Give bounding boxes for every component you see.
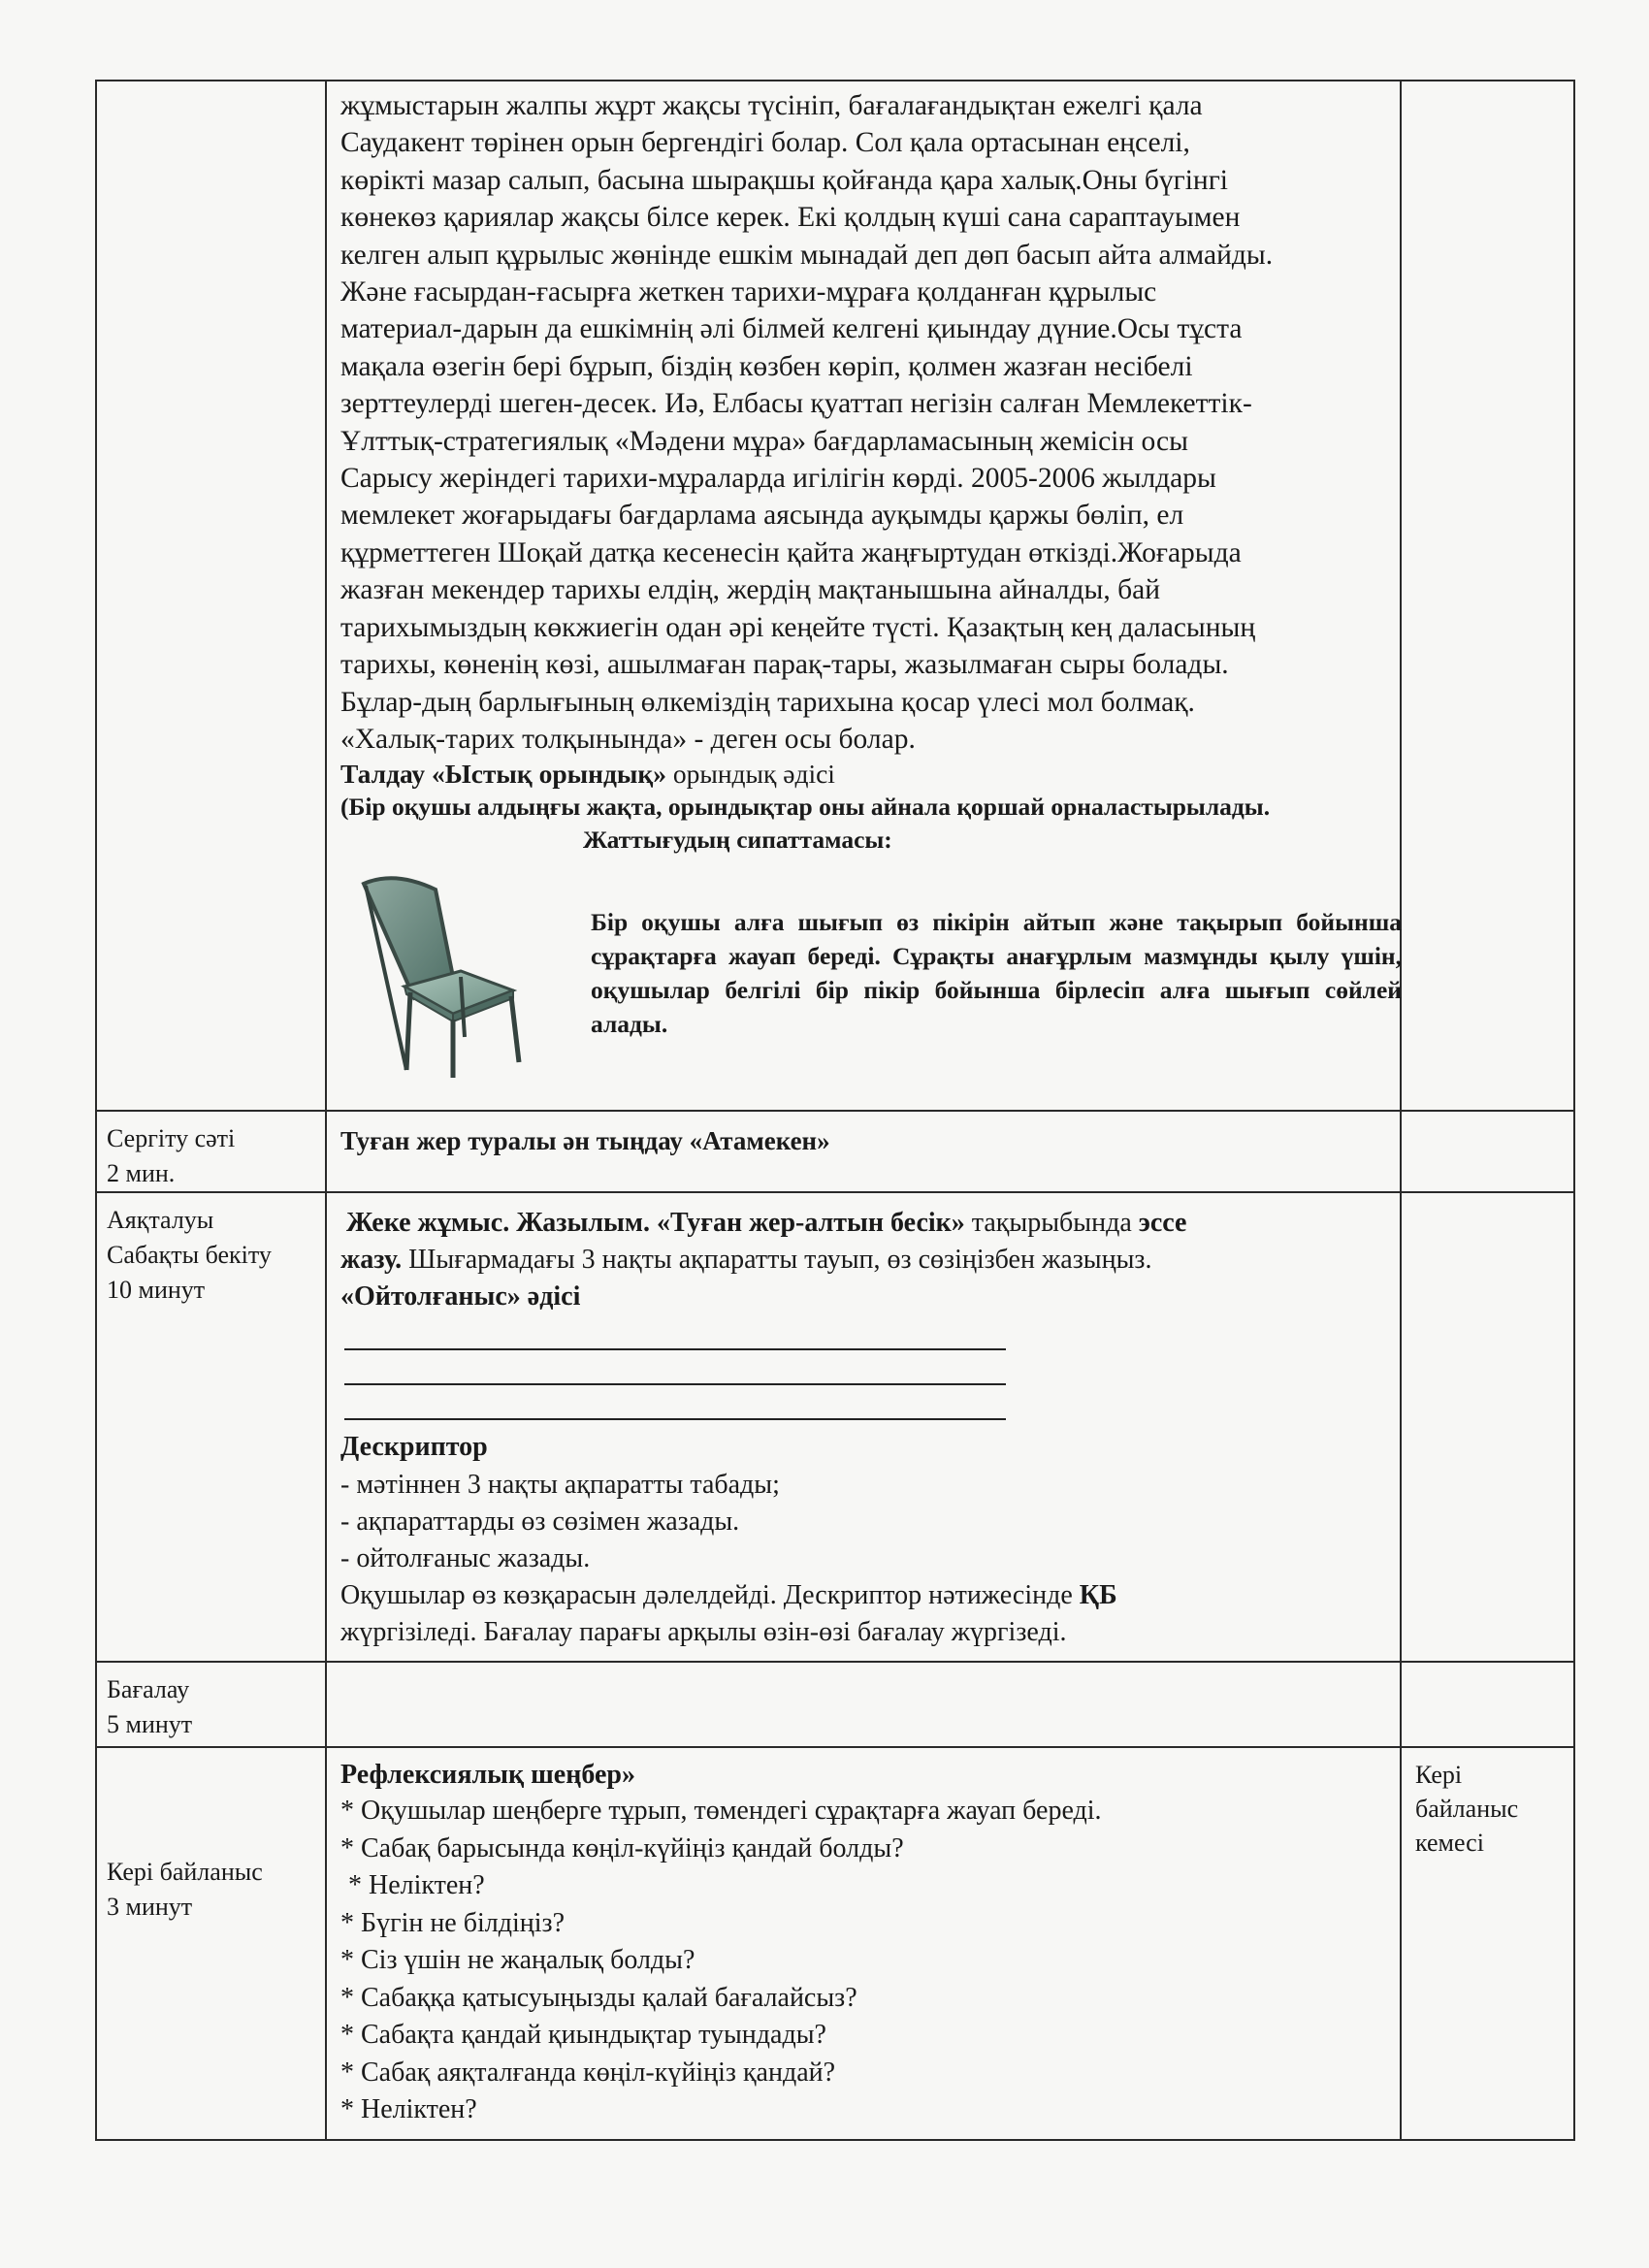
task-essay-bold: эссе bbox=[1138, 1208, 1187, 1238]
ayaktaluy-sublabel: Сабақты бекіту bbox=[107, 1241, 272, 1269]
closing-line-2: жүргізіледі. Бағалау парағы арқылы өзін-өзі бағалау жүргізеді. bbox=[340, 1617, 1067, 1647]
descriptor-item: - ойтолғаныс жазады. bbox=[340, 1543, 591, 1573]
table-row-ayaktaluy bbox=[96, 1192, 1574, 1662]
resource-label: байланыс bbox=[1415, 1795, 1519, 1823]
reflection-question: * Сабақ аяқталғанда көңіл-күйіңіз қандай? bbox=[340, 2057, 836, 2088]
bagalau-label: Бағалау bbox=[107, 1675, 190, 1703]
task-instruction: Шығармадағы 3 нақты ақпаратты тауып, өз сөзіңізбен жазыңыз. bbox=[402, 1245, 1152, 1275]
story-line: материал-дарын да ешкімнің әлі білмей келгені қиындау дүние.Осы тұста bbox=[340, 313, 1243, 345]
feedback-content-cell bbox=[326, 1747, 1401, 2140]
answer-line bbox=[344, 1315, 1006, 1350]
story-line: жазған мекендер тарихы елдің, жердің мақтанышына айналды, бай bbox=[340, 574, 1160, 606]
story-line: жұмыстарын жалпы жұрт жақсы түсініп, бағалағандықтан ежелгі қала bbox=[340, 90, 1203, 121]
right-cell-empty bbox=[1401, 1192, 1574, 1662]
method-title-bold: Талдау «Ыстық орындық» bbox=[340, 759, 666, 790]
descriptor-item: - мәтіннен 3 нақты ақпаратты табады; bbox=[340, 1470, 780, 1500]
task-line-2 bbox=[340, 1242, 1392, 1279]
method-instruction: (Бір оқушы алдыңғы жақта, орындықтар оны айнала қоршай орналастырылады. bbox=[340, 793, 1271, 822]
reflection-question: * Сабақ барысында көңіл-күйіңіз қандай болды? bbox=[340, 1832, 904, 1863]
feedback-duration: 3 минут bbox=[107, 1893, 193, 1922]
method-title-rest: орындық әдісі bbox=[665, 759, 835, 790]
method-description: Бір оқушы алға шығып өз пікірін айтып және тақырып бойынша сұрақтарға жауап береді. Сұрақты анағұрлым мазмұнды қылу үшін, оқушылар белгілі бір пікір бойынша бірлесіп алға шығып сөйлей алады. bbox=[591, 908, 1402, 1039]
bagalau-duration: 5 минут bbox=[107, 1710, 193, 1738]
story-line: көрікті мазар салып, басына шырақшы қойғанда қара халық.Оны бүгінгі bbox=[340, 164, 1229, 196]
sergitu-content-cell bbox=[326, 1111, 1401, 1192]
reflection-heading: Рефлексиялық шеңбер» bbox=[340, 1760, 635, 1790]
reflection-question: * Сіз үшін не жаңалық болды? bbox=[340, 1945, 695, 1975]
description-heading: Жаттығудың сипаттамасы: bbox=[583, 826, 892, 855]
story-text bbox=[340, 87, 1392, 758]
bagalau-content-cell bbox=[326, 1662, 1401, 1747]
story-line: мақала өзегін бері бұрып, біздің көзбен көріп, қолмен жазған несібелі bbox=[340, 350, 1193, 382]
story-line: «Халық-тарих толқынында» - деген осы болар. bbox=[340, 723, 916, 755]
ayaktaluy-label-cell bbox=[96, 1192, 326, 1662]
reflection-question: * Сабаққа қатысуыңызды қалай бағалайсыз? bbox=[340, 1982, 857, 2013]
feedback-label: Кері байланыс bbox=[107, 1858, 263, 1887]
reflection-question: * Бүгін не білдіңіз? bbox=[340, 1907, 566, 1938]
story-cell bbox=[326, 81, 1401, 1111]
story-line: Және ғасырдан-ғасырға жеткен тарихи-мұраға қолданған құрылыс bbox=[340, 276, 1157, 308]
right-cell-empty bbox=[1401, 1662, 1574, 1747]
answer-line bbox=[344, 1350, 1006, 1385]
ayaktaluy-content-cell bbox=[326, 1192, 1401, 1662]
table-row-bagalau bbox=[96, 1662, 1574, 1747]
table-row-sergitu bbox=[96, 1111, 1574, 1192]
feedback-label-cell bbox=[96, 1747, 326, 2140]
lesson-plan-table bbox=[95, 80, 1575, 2141]
descriptor-item: - ақпараттарды өз сөзімен жазады. bbox=[340, 1507, 740, 1537]
task-line bbox=[346, 1205, 1392, 1242]
story-line: Ұлттық-стратегиялық «Мәдени мұра» бағдарламасының жемісін осы bbox=[340, 425, 1188, 457]
sergitu-duration: 2 мин. bbox=[107, 1159, 176, 1187]
closing-line bbox=[340, 1577, 1392, 1614]
story-line: тарихымыздың көкжиегін одан әрі кеңейте түсті. Қазақтың кең даласының bbox=[340, 611, 1256, 643]
method-title bbox=[340, 758, 1392, 791]
story-line: зерттеулерді шеген-десек. Иә, Елбасы қуаттап негізін салған Мемлекеттік- bbox=[340, 388, 1252, 420]
descriptor-title: Дескриптор bbox=[340, 1432, 488, 1462]
resource-label: Кері bbox=[1415, 1761, 1463, 1789]
reflection-question: * Оқушылар шеңберге тұрып, төмендегі сұрақтарға жауап береді. bbox=[340, 1796, 1102, 1826]
ayaktaluy-label: Аяқталуы bbox=[107, 1206, 214, 1234]
reflection-question: * Сабақта қандай қиындықтар туындады? bbox=[340, 2020, 826, 2050]
feedback-resource-cell bbox=[1401, 1747, 1574, 2140]
method-name: «Ойтолғаныс» әдісі bbox=[340, 1281, 581, 1312]
story-line: келген алып құрылыс жөнінде ешкім мынадай деп дөп басып айта алмайды. bbox=[340, 239, 1274, 271]
task-write-bold: жазу. bbox=[340, 1245, 403, 1275]
chair-image bbox=[346, 872, 550, 1081]
sergitu-label: Сергіту сәті bbox=[107, 1124, 236, 1152]
left-cell-empty bbox=[96, 81, 326, 1111]
story-line: көнекөз қариялар жақсы білсе керек. Екі қолдың күші сана сараптауымен bbox=[340, 202, 1241, 234]
right-cell-empty bbox=[1401, 1111, 1574, 1192]
closing-text: Оқушылар өз көзқарасын дәлелдейді. Дескриптор нәтижесінде bbox=[340, 1580, 1080, 1610]
task-title-bold: Жеке жұмыс. Жазылым. «Туған жер-алтын бесік» bbox=[346, 1208, 965, 1238]
table-row-feedback bbox=[96, 1747, 1574, 2140]
resource-label: кемесі bbox=[1415, 1829, 1484, 1857]
reflection-question: * Неліктен? bbox=[348, 1870, 485, 1900]
bagalau-label-cell bbox=[96, 1662, 326, 1747]
closing-bold: ҚБ bbox=[1079, 1580, 1117, 1610]
story-line: Сарысу жеріндегі тарихи-мұраларда игілігін көрді. 2005-2006 жылдары bbox=[340, 463, 1216, 495]
story-line: тарихы, көненің көзі, ашылмаған парақ-тары, жазылмаған сыры болады. bbox=[340, 649, 1229, 681]
ayaktaluy-duration: 10 минут bbox=[107, 1276, 206, 1304]
story-line: мемлекет жоғарыдағы бағдарлама аясында ауқымды қаржы бөліп, ел bbox=[340, 500, 1184, 532]
reflection-question: * Неліктен? bbox=[340, 2094, 477, 2124]
sergitu-label-cell bbox=[96, 1111, 326, 1192]
story-line: құрметтеген Шоқай датқа кесенесін қайта жаңғыртудан өткізді.Жоғарыда bbox=[340, 536, 1242, 568]
story-line: Бұлар-дың барлығының өлкеміздің тарихына қосар үлесі мол болмақ. bbox=[340, 686, 1195, 718]
right-cell-empty bbox=[1401, 81, 1574, 1111]
answer-line bbox=[344, 1385, 1006, 1420]
chair-illustration-block bbox=[340, 862, 1402, 1085]
story-line: Саудакент төрінен орын бергендігі болар. Сол қала ортасынан еңселі, bbox=[340, 127, 1190, 159]
task-title-normal: тақырыбында bbox=[964, 1208, 1139, 1238]
table-row-story bbox=[96, 81, 1574, 1111]
sergitu-content: Туған жер туралы ән тыңдау «Атамекен» bbox=[340, 1126, 830, 1155]
